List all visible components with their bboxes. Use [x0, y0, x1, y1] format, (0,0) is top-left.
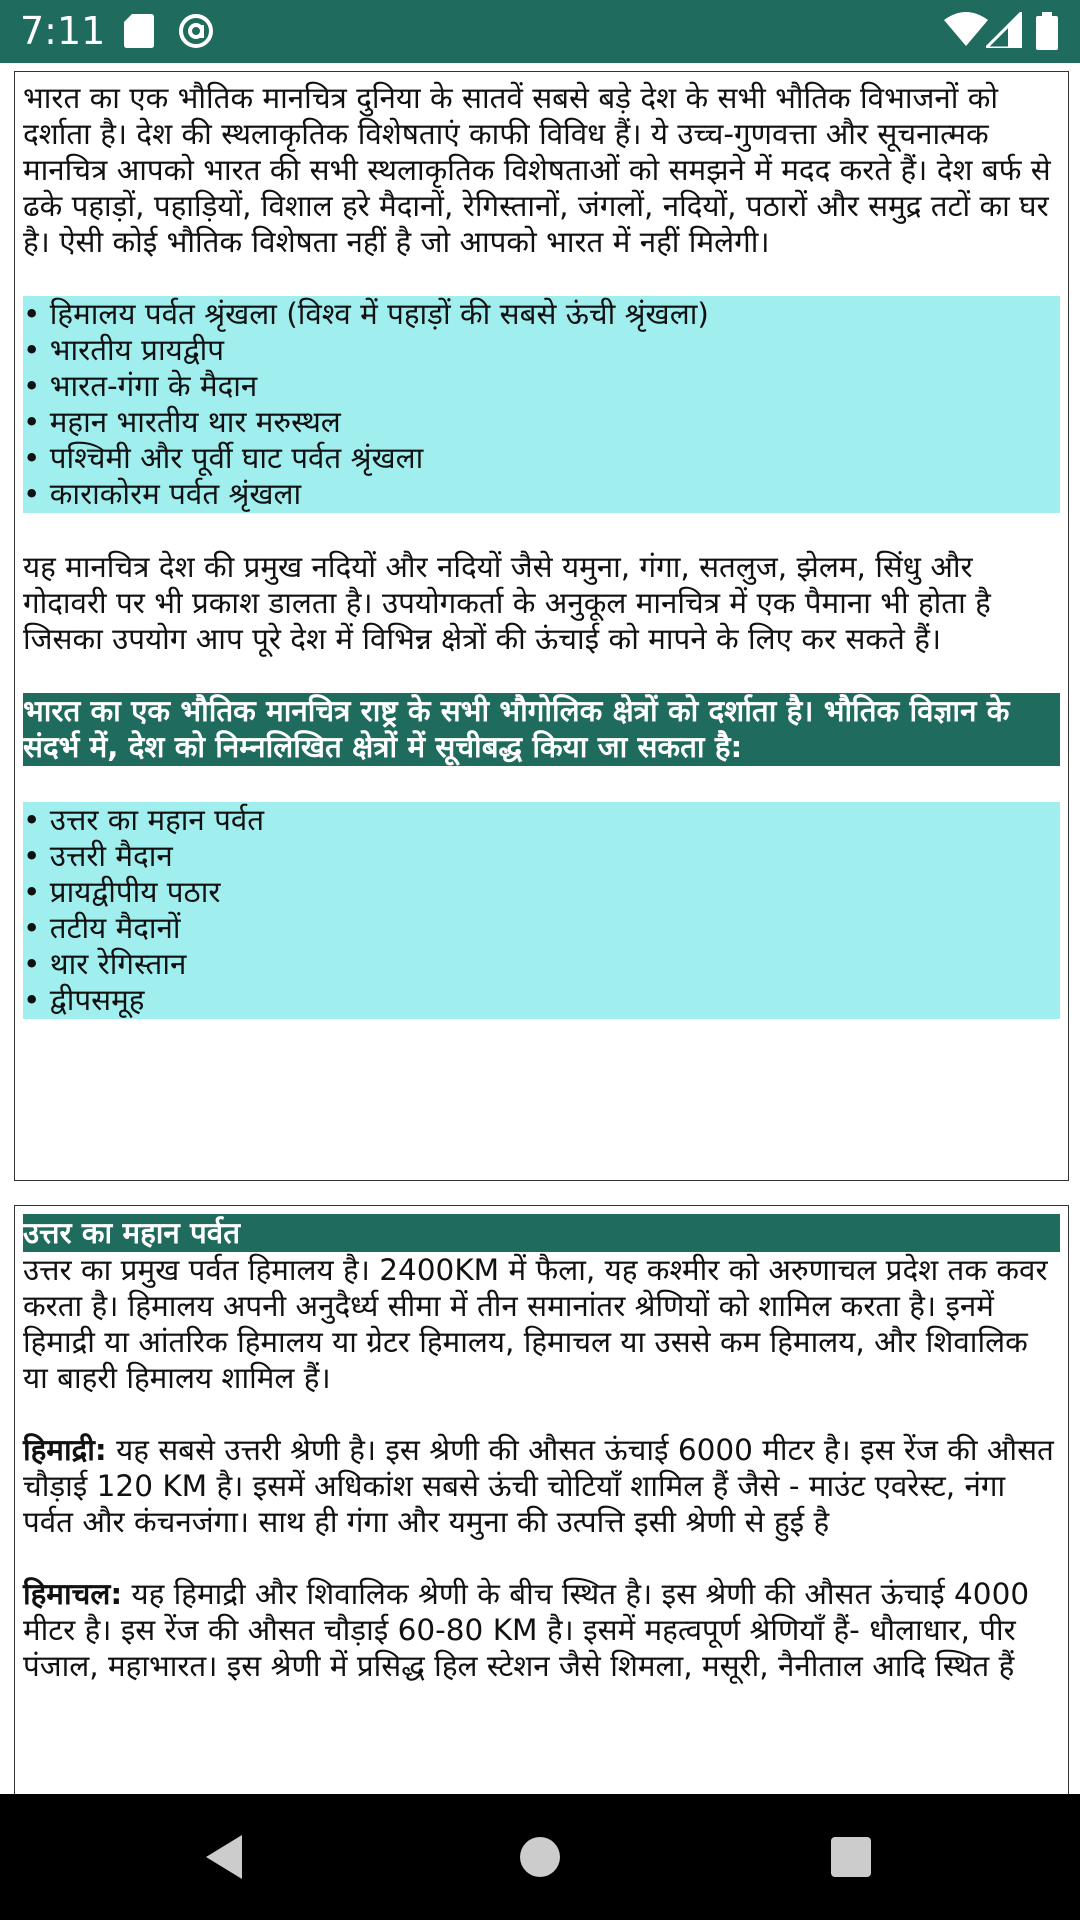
himadri-paragraph: [23, 1432, 1060, 1540]
sd-card-icon: [124, 14, 154, 48]
overview-card: [14, 71, 1069, 1181]
list-item: • भारतीय प्रायद्वीप: [23, 333, 225, 367]
list-item: • द्वीपसमूह: [23, 983, 145, 1017]
himadri-text: यह सबसे उत्तरी श्रेणी है। इस श्रेणी की औसत ऊंचाई 6000 मीटर है। इस रेंज की औसत चौड़ाई 120 KM है। इसमें अधिकांश सबसे ऊंची चोटियाँ शामिल हैं जैसे - माउंट एवरेस्ट, नंगा पर्वत और कंचनजंगा। साथ ही गंगा और यमुना की उत्पत्ति इसी श्रेणी से हुई है: [23, 1433, 1054, 1539]
wifi-icon: [944, 12, 988, 48]
himachal-paragraph: [23, 1576, 1060, 1684]
back-icon[interactable]: [196, 1827, 256, 1887]
himachal-text: यह हिमाद्री और शिवालिक श्रेणी के बीच स्थित है। इस श्रेणी की औसत ऊंचाई 4000 मीटर है। इस रेंज की औसत चौड़ाई 60-80 KM है। इसमें महत्वपूर्ण श्रेणियाँ हैं- धौलाधार, पीर पंजाल, महाभारत। इस श्रेणी में प्रसिद्ध हिल स्टेशन जैसे शिमला, मसूरी, नैनीताल आदि स्थित हैं: [23, 1577, 1030, 1683]
navigation-bar: [0, 1794, 1080, 1920]
list-item: • उत्तर का महान पर्वत: [23, 803, 265, 837]
battery-icon: [1036, 12, 1058, 50]
list-item: • पश्चिमी और पूर्वी घाट पर्वत श्रृंखला: [23, 441, 424, 475]
regions-list: [23, 802, 1060, 1019]
recents-icon[interactable]: [821, 1827, 881, 1887]
regions-highlight: भारत का एक भौतिक मानचित्र राष्ट्र के सभी भौगोलिक क्षेत्रों को दर्शाता है। भौतिक विज्ञान के संदर्भ में, देश को निम्नलिखित क्षेत्रों में सूचीबद्ध किया जा सकता है:: [23, 693, 1060, 766]
home-icon[interactable]: [510, 1827, 570, 1887]
section-heading: उत्तर का महान पर्वत: [23, 1214, 1060, 1252]
status-bar: [0, 0, 1080, 63]
mountains-card: [14, 1205, 1069, 1794]
himadri-term: हिमाद्री:: [23, 1433, 107, 1467]
status-time: 7:11: [20, 9, 106, 53]
list-item: • हिमालय पर्वत श्रृंखला (विश्व में पहाड़ों की सबसे ऊंची श्रृंखला): [23, 297, 709, 331]
mountains-intro: उत्तर का प्रमुख पर्वत हिमालय है। 2400KM में फैला, यह कश्मीर को अरुणाचल प्रदेश तक कवर करता है। हिमालय अपनी अनुदैर्ध्य सीमा में तीन समानांतर श्रेणियों को शामिल करता है। इनमें हिमाद्री या आंतरिक हिमालय या ग्रेटर हिमालय, हिमाचल या उससे कम हिमालय, और शिवालिक या बाहरी हिमालय शामिल हैं।: [23, 1253, 1048, 1395]
list-item: • महान भारतीय थार मरुस्थल: [23, 405, 341, 439]
list-item: • भारत-गंगा के मैदान: [23, 369, 258, 403]
list-item: • थार रेगिस्तान: [23, 947, 187, 981]
list-item: • प्रायद्वीपीय पठार: [23, 875, 221, 909]
features-list: [23, 296, 1060, 513]
intro-paragraph: भारत का एक भौतिक मानचित्र दुनिया के सातवें सबसे बड़े देश के सभी भौतिक विभाजनों को दर्शाता है। देश की स्थलाकृतिक विशेषताएं काफी विविध हैं। ये उच्च-गुणवत्ता और सूचनात्मक मानचित्र आपको भारत की सभी स्थलाकृतिक विशेषताओं को समझने में मदद करते हैं। देश बर्फ से ढके पहाड़ों, पहाड़ियों, विशाल हरे मैदानों, रेगिस्तानों, जंगलों, नदियों, पठारों और समुद्र तटों का घर है। ऐसी कोई भौतिक विशेषता नहीं है जो आपको भारत में नहीं मिलेगी।: [23, 81, 1051, 259]
list-item: • तटीय मैदानों: [23, 911, 181, 945]
signal-icon: [986, 12, 1022, 48]
list-item: • काराकोरम पर्वत श्रृंखला: [23, 477, 302, 511]
rivers-paragraph: यह मानचित्र देश की प्रमुख नदियों और नदियों जैसे यमुना, गंगा, सतलुज, झेलम, सिंधु और गोदावरी पर भी प्रकाश डालता है। उपयोगकर्ता के अनुकूल मानचित्र में एक पैमाना भी होता है जिसका उपयोग आप पूरे देश में विभिन्न क्षेत्रों की ऊंचाई को मापने के लिए कर सकते हैं।: [23, 550, 991, 656]
list-item: • उत्तरी मैदान: [23, 839, 173, 873]
content-scroll[interactable]: [0, 63, 1080, 1794]
himachal-term: हिमाचल:: [23, 1577, 123, 1611]
at-sign-icon: [177, 12, 215, 50]
